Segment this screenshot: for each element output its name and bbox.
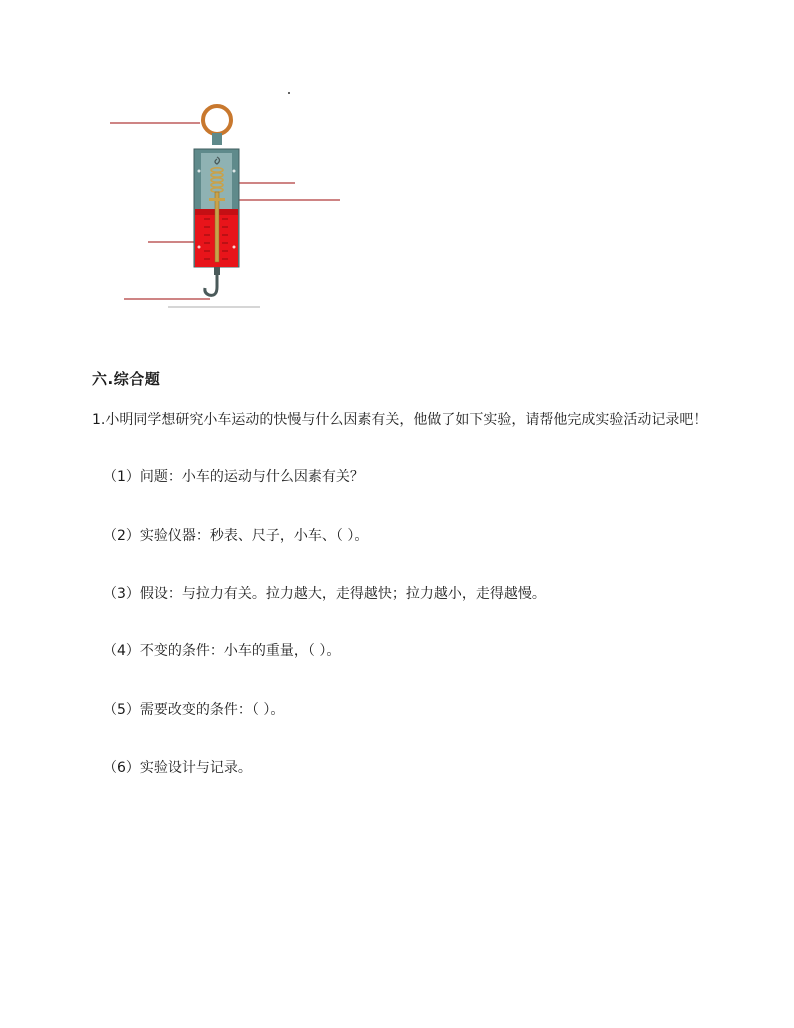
pointer (209, 198, 225, 201)
question-item-1: （1）问题：小车的运动与什么因素有关？ (103, 469, 364, 485)
section-title: 六.综合题 (92, 370, 161, 388)
question-item-6: （6）实验设计与记录。 (103, 760, 252, 776)
bottom-hook (205, 275, 217, 295)
question-item-5: （5）需要改变的条件：（ ）。 (103, 702, 285, 718)
question-item-4: （4）不变的条件：小车的重量，（ ）。 (103, 643, 341, 659)
question-item-3: （3）假设：与拉力有关。拉力越大，走得越快；拉力越小，走得越慢。 (103, 586, 546, 602)
spring-scale-figure (100, 85, 360, 315)
question-text: 1.小明同学想研究小车运动的快慢与什么因素有关，他做了如下实验，请帮他完成实验活动记录吧！ (92, 412, 708, 428)
top-ring (203, 106, 231, 134)
question-item-2: （2）实验仪器：秒表、尺子，小车、（ ）。 (103, 528, 369, 544)
rod (215, 192, 219, 262)
